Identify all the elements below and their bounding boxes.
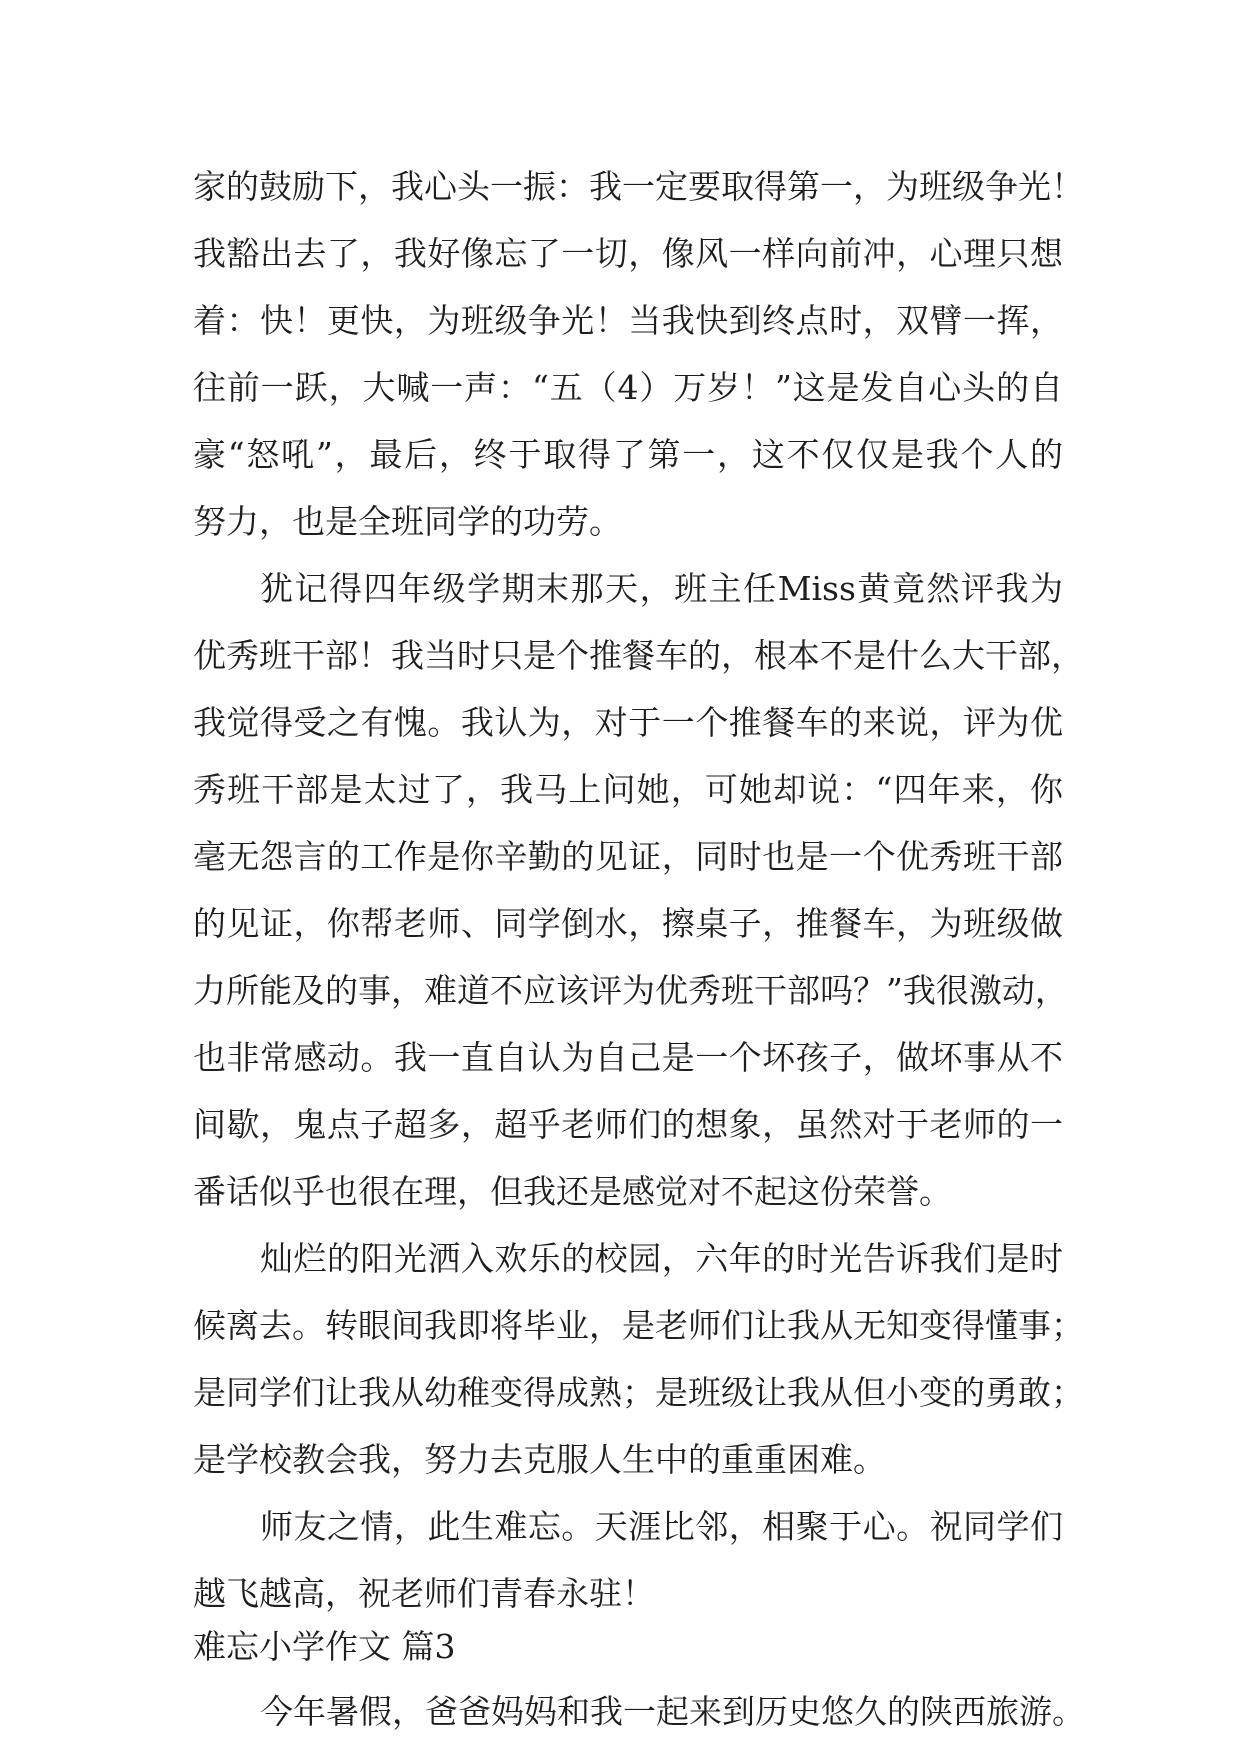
text-line: 往前一跃，大喊一声：“五（4）万岁！”这是发自心头的自 bbox=[193, 368, 1063, 407]
text-line: 番话似乎也很在理，但我还是感觉对不起这份荣誉。 bbox=[193, 1172, 952, 1211]
text-line: 间歇，鬼点子超多，超乎老师们的想象，虽然对于老师的一 bbox=[193, 1105, 1063, 1144]
text-line: 优秀班干部！我当时只是个推餐车的，根本不是什么大干部， bbox=[193, 636, 1084, 675]
text-line: 是学校教会我，努力去克服人生中的重重困难。 bbox=[193, 1440, 886, 1479]
text-line: 毫无怨言的工作是你辛勤的见证，同时也是一个优秀班干部 bbox=[193, 837, 1063, 876]
text-line: 的见证，你帮老师、同学倒水，擦桌子，推餐车，为班级做 bbox=[193, 904, 1063, 943]
section-heading: 难忘小学作文 篇3 bbox=[193, 1627, 456, 1666]
text-line: 努力，也是全班同学的功劳。 bbox=[193, 502, 622, 541]
text-line: 也非常感动。我一直自认为自己是一个坏孩子，做坏事从不 bbox=[193, 1038, 1063, 1077]
text-line: 着：快！更快，为班级争光！当我快到终点时，双臂一挥， bbox=[193, 301, 1063, 340]
text-line: 家的鼓励下，我心头一振：我一定要取得第一，为班级争光！ bbox=[193, 167, 1084, 206]
paragraph-start: 今年暑假，爸爸妈妈和我一起来到历史悠久的陕西旅游。 bbox=[260, 1692, 1085, 1731]
text-line: 是同学们让我从幼稚变得成熟；是班级让我从但小变的勇敢； bbox=[193, 1373, 1084, 1412]
paragraph-start: 师友之情，此生难忘。天涯比邻，相聚于心。祝同学们 bbox=[260, 1507, 1063, 1546]
text-line: 越飞越高，祝老师们青春永驻！ bbox=[193, 1574, 655, 1613]
paragraph-start: 犹记得四年级学期末那天，班主任Miss黄竟然评我为 bbox=[260, 569, 1063, 608]
text-line: 秀班干部是太过了，我马上问她，可她却说：“四年来，你 bbox=[193, 770, 1063, 809]
text-line: 候离去。转眼间我即将毕业，是老师们让我从无知变得懂事； bbox=[193, 1306, 1084, 1345]
paragraph-start: 灿烂的阳光洒入欢乐的校园，六年的时光告诉我们是时 bbox=[260, 1239, 1063, 1278]
text-line: 我觉得受之有愧。我认为，对于一个推餐车的来说，评为优 bbox=[193, 703, 1063, 742]
text-line: 我豁出去了，我好像忘了一切，像风一样向前冲，心理只想 bbox=[193, 234, 1063, 273]
text-line: 力所能及的事，难道不应该评为优秀班干部吗？”我很激动， bbox=[193, 971, 1068, 1010]
text-line: 豪“怒吼”，最后，终于取得了第一，这不仅仅是我个人的 bbox=[193, 435, 1063, 474]
